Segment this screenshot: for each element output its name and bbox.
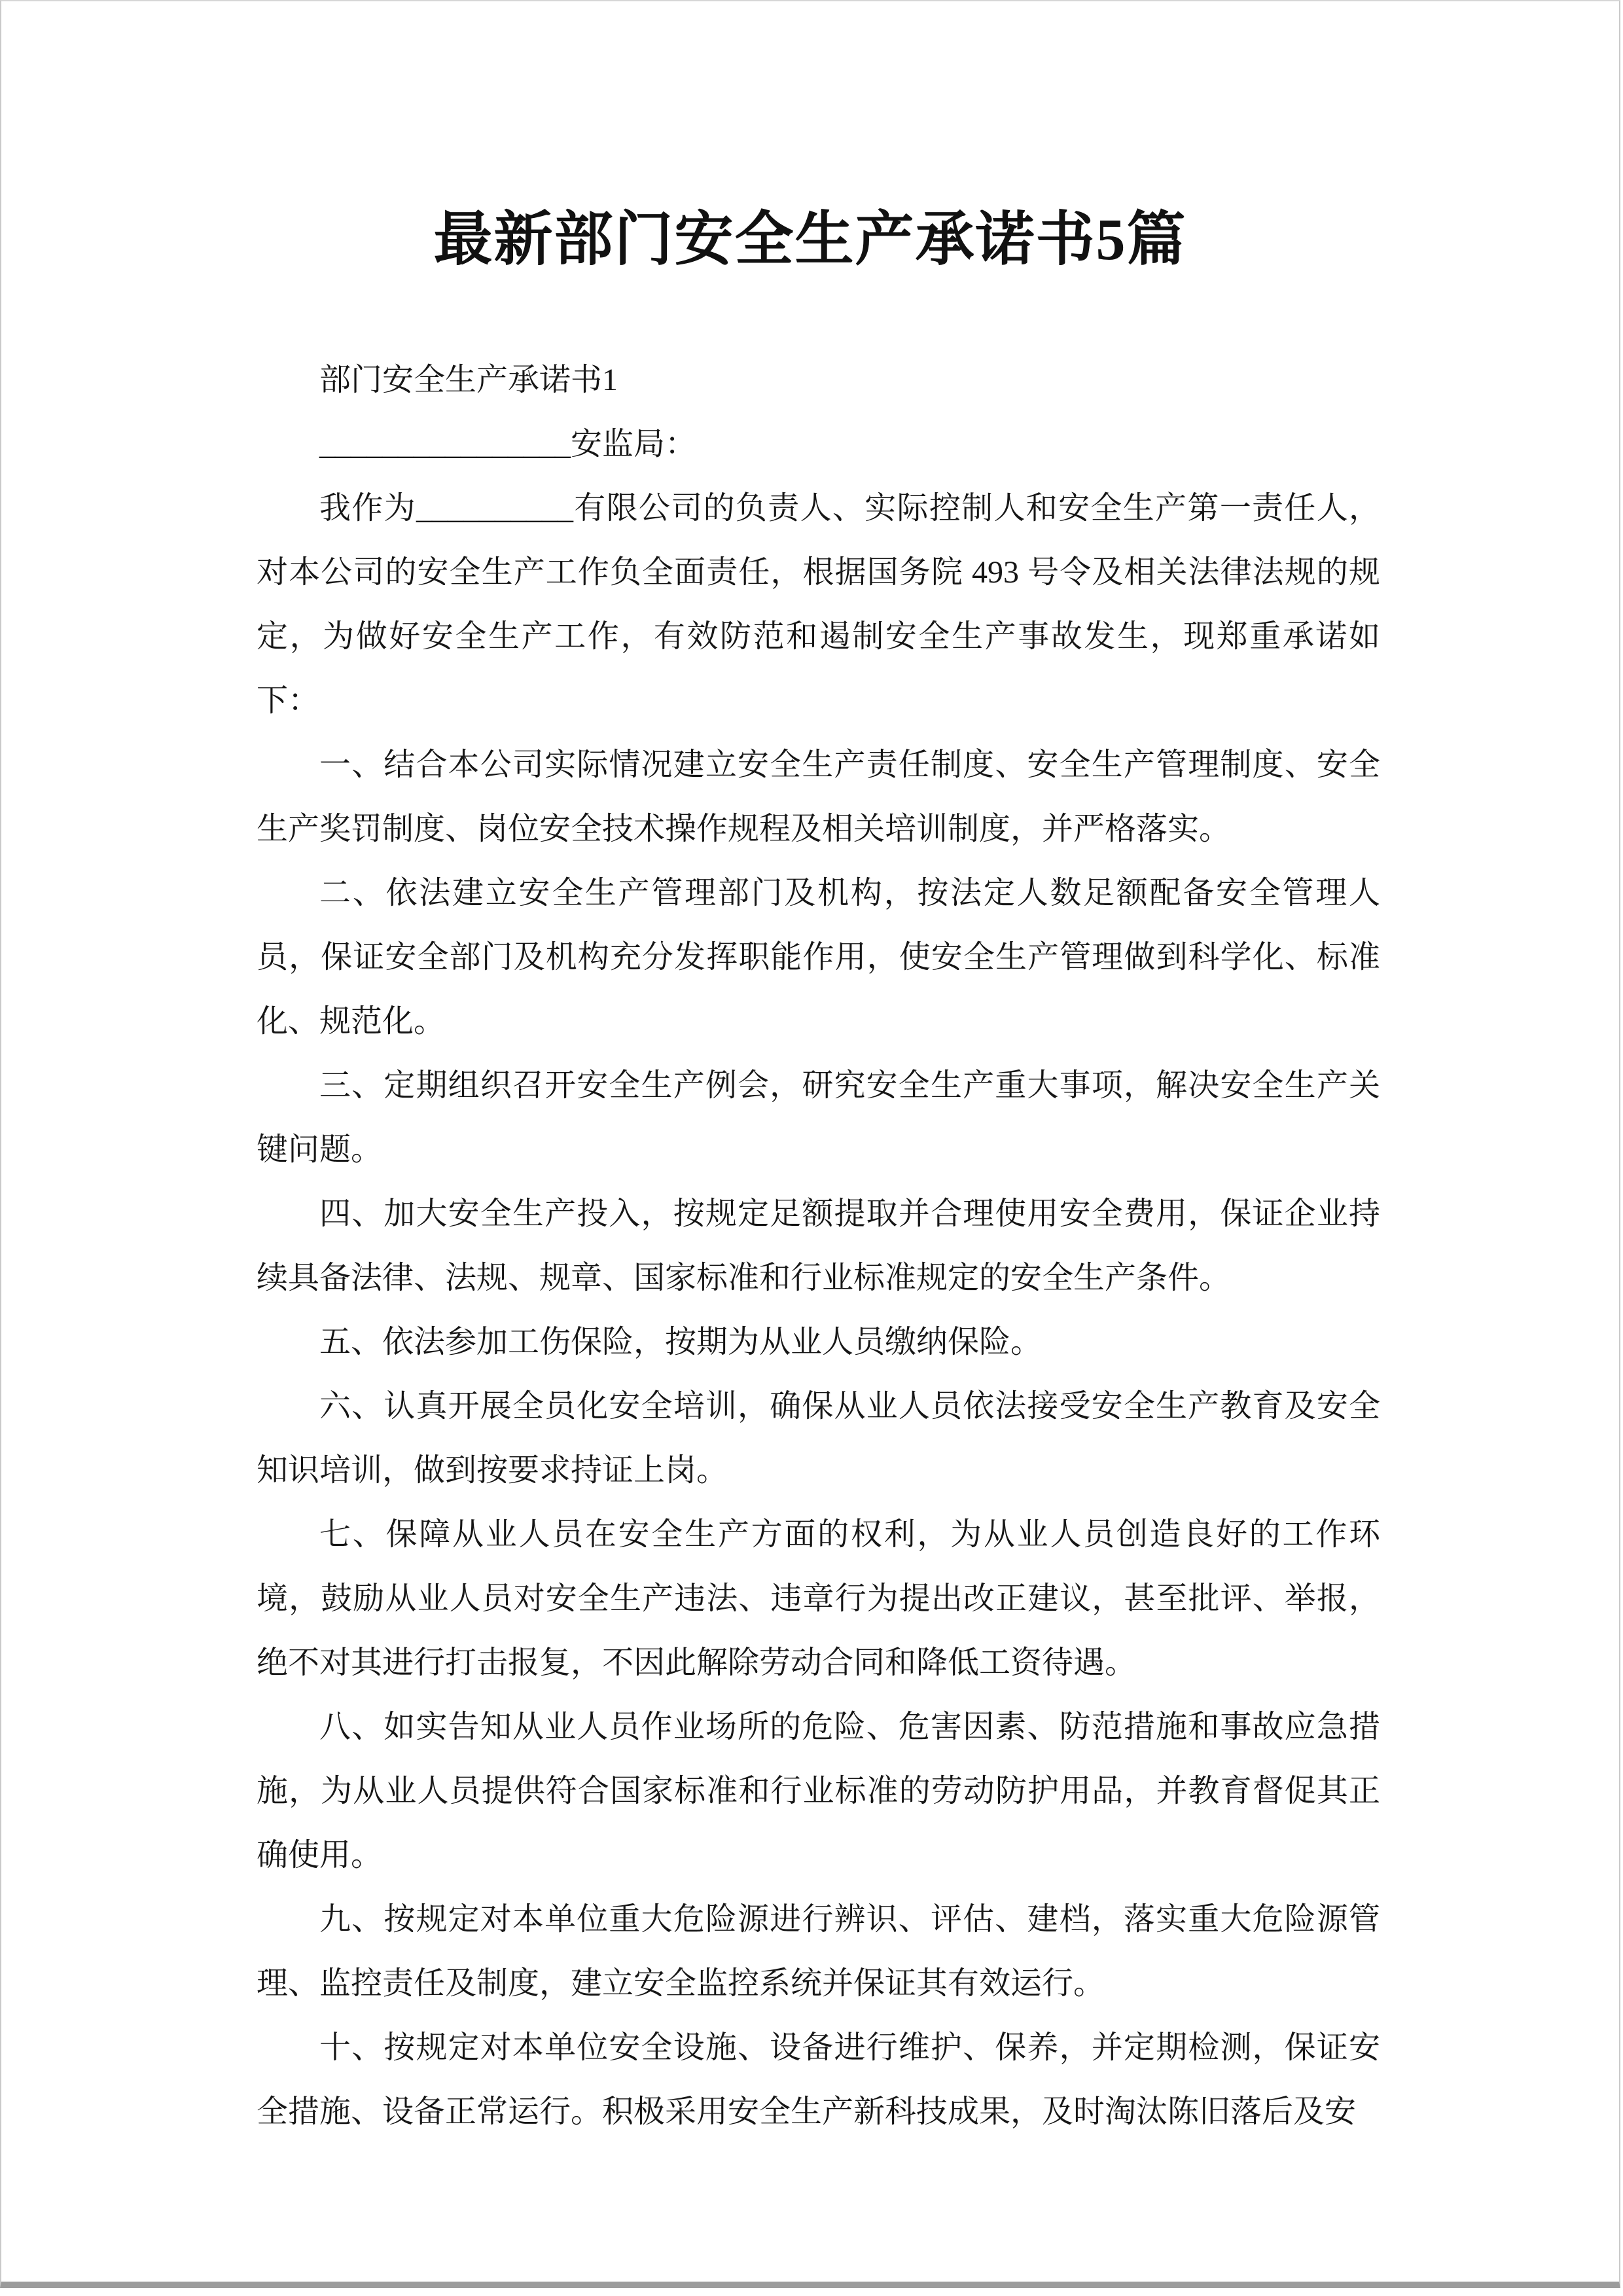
paragraph-item-6: 六、认真开展全员化安全培训，确保从业人员依法接受安全生产教育及安全知识培训，做到按要求持证上岗。 (257, 1389, 1380, 1488)
paragraph-item-2: 二、依法建立安全生产管理部门及机构，按法定人数足额配备安全管理人员，保证安全部门及机构充分发挥职能作用，使安全生产管理做到科学化、标准化、规范化。 (257, 876, 1380, 1039)
paragraph-item-5: 五、依法参加工伤保险，按期为从业人员缴纳保险。 (319, 1325, 1043, 1359)
paragraph-item-7: 七、保障从业人员在安全生产方面的权利，为从业人员创造良好的工作环境，鼓励从业人员对安全生产违法、违章行为提出改正建议，甚至批评、举报，绝不对其进行打击报复，不因此解除劳动合同和降低工资待遇。 (257, 1517, 1380, 1680)
paragraph-heading: 部门安全生产承诺书1 (319, 363, 618, 397)
document-title: 最新部门安全生产承诺书5篇 (433, 207, 1187, 272)
paragraph-item-1: 一、结合本公司实际情况建立安全生产责任制度、安全生产管理制度、安全生产奖罚制度、岗位安全技术操作规程及相关培训制度，并严格落实。 (257, 747, 1380, 846)
document-body (1, 348, 1619, 2144)
paragraph-addressee: ________________安监局： (319, 427, 697, 461)
paragraph-item-8: 八、如实告知从业人员作业场所的危险、危害因素、防范措施和事故应急措施，为从业人员提供符合国家标准和行业标准的劳动防护用品，并教育督促其正确使用。 (257, 1710, 1380, 1873)
paragraph-item-9: 九、按规定对本单位重大危险源进行辨识、评估、建档，落实重大危险源管理、监控责任及制度，建立安全监控系统并保证其有效运行。 (257, 1902, 1380, 2001)
paragraph-item-4: 四、加大安全生产投入，按规定足额提取并合理使用安全费用，保证企业持续具备法律、法规、规章、国家标准和行业标准规定的安全生产条件。 (257, 1196, 1380, 1295)
paragraph-intro: 我作为__________有限公司的负责人、实际控制人和安全生产第一责任人，对本公司的安全生产工作负全面责任，根据国务院 493 号令及相关法律法规的规定，为做好安全生产工作，有效防范和遏制安全生产事故发生，现郑重承诺如下： (257, 491, 1380, 718)
paragraph-item-3: 三、定期组织召开安全生产例会，研究安全生产重大事项，解决安全生产关键问题。 (257, 1068, 1380, 1167)
paragraph-item-10: 十、按规定对本单位安全设施、设备进行维护、保养，并定期检测，保证安全措施、设备正常运行。积极采用安全生产新科技成果，及时淘汰陈旧落后及安 (257, 2030, 1380, 2129)
